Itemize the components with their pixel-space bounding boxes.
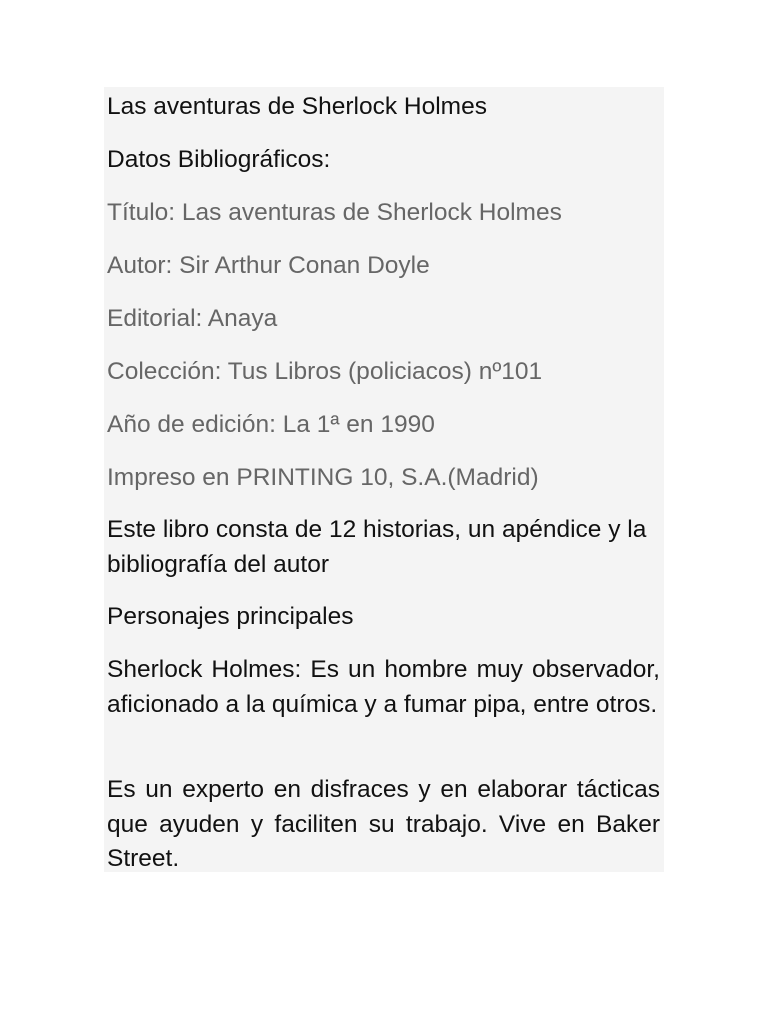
biblio-collection: Colección: Tus Libros (policiacos) nº101 bbox=[107, 358, 543, 385]
holmes-description-paragraph: Sherlock Holmes: Es un hombre muy observador, aficionado a la química y a fumar pipa, entre otros. bbox=[107, 656, 660, 718]
biblio-printer: Impreso en PRINTING 10, S.A.(Madrid) bbox=[107, 464, 539, 491]
document-text-block bbox=[104, 87, 664, 872]
characters-heading: Personajes principales bbox=[107, 603, 354, 630]
holmes-skills-paragraph: Es un experto en disfraces y en elaborar tácticas que ayuden y faciliten su trabajo. Vive en Baker Street. bbox=[107, 776, 660, 872]
biblio-author: Autor: Sir Arthur Conan Doyle bbox=[107, 252, 430, 279]
biblio-title: Título: Las aventuras de Sherlock Holmes bbox=[107, 199, 562, 226]
biblio-publisher: Editorial: Anaya bbox=[107, 305, 278, 332]
contents-paragraph: Este libro consta de 12 historias, un apéndice y la bibliografía del autor bbox=[107, 516, 647, 578]
biblio-edition-year: Año de edición: La 1ª en 1990 bbox=[107, 411, 435, 438]
document-title: Las aventuras de Sherlock Holmes bbox=[107, 93, 487, 120]
bibliographic-heading: Datos Bibliográficos: bbox=[107, 146, 331, 173]
